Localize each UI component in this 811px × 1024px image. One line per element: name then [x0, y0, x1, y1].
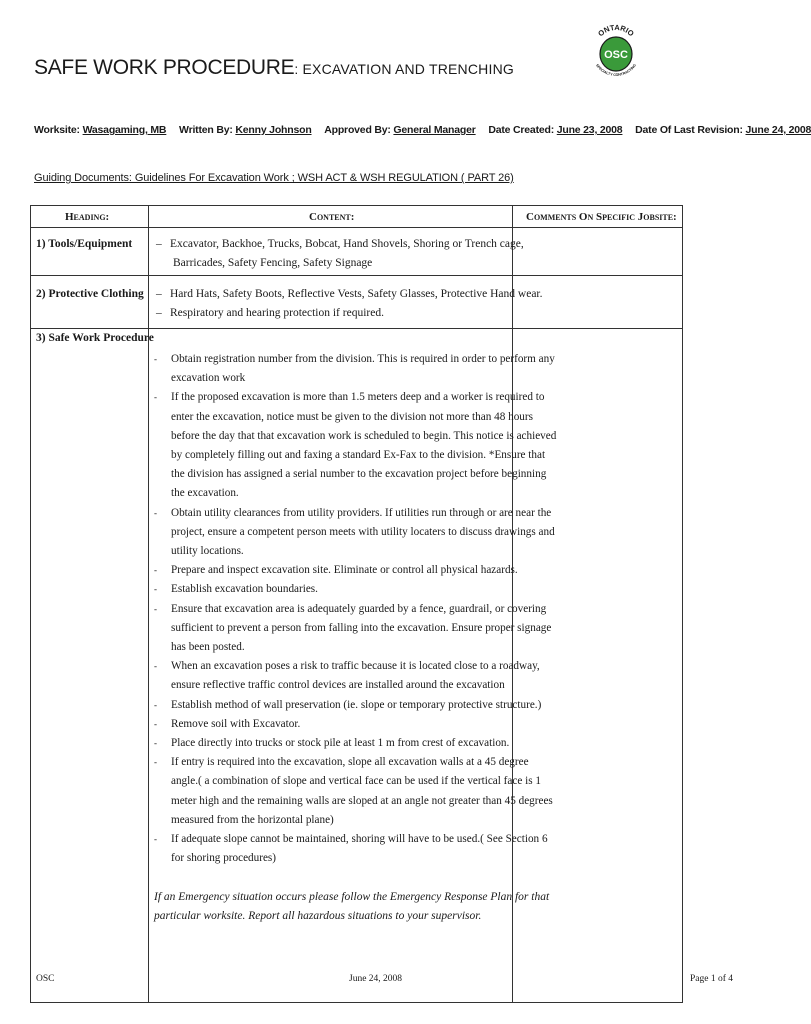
guiding-documents-text: Guiding Documents: Guidelines For Excavation Work ; WSH ACT & WSH REGULATION ( PART 26) [34, 172, 514, 184]
procedure-step-line: the excavation. [171, 487, 239, 500]
column-divider [148, 206, 149, 1002]
logo-top-text: ONTARIO [596, 22, 636, 39]
dash-bullet: – [156, 288, 162, 300]
procedure-step [154, 696, 542, 715]
procedure-step-line: Place directly into trucks or stock pile at least 1 m from crest of excavation. [171, 737, 510, 750]
dash-bullet: - [154, 834, 157, 845]
procedure-step-line: measured from the horizontal plane) [171, 813, 334, 826]
procedure-step-line: has been posted. [171, 641, 245, 654]
procedure-step-line: Establish method of wall preservation (ie. slope or temporary protective structure.) [171, 698, 542, 711]
dash-bullet: – [156, 238, 162, 250]
dash-bullet: - [154, 718, 157, 729]
procedure-step-line: utility locations. [171, 545, 244, 558]
row-divider [31, 275, 682, 276]
footer-page: Page 1 of 4 [690, 974, 734, 984]
worksite-value: Wasagaming, MB [82, 124, 167, 136]
procedure-step-line: If entry is required into the excavation, slope all excavation walls at a 45 degree [171, 756, 529, 769]
emergency-note [154, 888, 549, 926]
procedure-step-line: Prepare and inspect excavation site. Eliminate or control all physical hazards. [171, 564, 518, 577]
row-divider [31, 328, 682, 329]
approved-by-label: Approved By: [324, 124, 391, 136]
row-label-tools: 1) Tools/Equipment [36, 238, 133, 250]
dash-bullet: - [154, 757, 157, 768]
procedure-step-line: Obtain utility clearances from utility providers. If utilities run through or are near the [171, 506, 552, 519]
tools-item [156, 235, 524, 273]
procedure-step [154, 715, 516, 734]
footer-date: June 24, 2008 [349, 974, 403, 984]
document-title [34, 56, 514, 80]
date-revised-label: Date Of Last Revision: [635, 124, 743, 136]
procedure-step-line: Establish excavation boundaries. [171, 583, 318, 596]
procedure-step [154, 580, 516, 599]
procedure-step-line: enter the excavation, notice must be given to the division not more than 48 hours [171, 410, 533, 423]
procedure-step-line: project, ensure a competent person meets with utility locaters to discuss drawings and [171, 525, 555, 538]
procedure-table [30, 205, 734, 1003]
svg-text:ONTARIO [596, 23, 636, 38]
procedure-list [154, 350, 557, 868]
procedure-step-line: ensure reflective traffic control devices are installed around the excavation [171, 679, 505, 692]
procedure-step-line: by completely filling out and faxing a standard Ex-Fax to the division. *Ensure that [171, 449, 546, 462]
content-column-header: Content: [309, 211, 355, 223]
dash-bullet: - [154, 354, 157, 364]
procedure-step [154, 600, 552, 658]
dash-bullet: - [154, 603, 157, 614]
procedure-step [154, 504, 555, 562]
dash-bullet: - [154, 661, 157, 672]
approved-by-value: General Manager [393, 124, 476, 136]
procedure-step [154, 388, 557, 503]
row-divider [31, 227, 682, 228]
comments-column-header: Comments On Specific Jobsite: [526, 211, 677, 223]
procedure-step-line: angle.( a combination of slope and vertical face can be used if the vertical face is 1 [171, 775, 541, 788]
procedure-step-line: If the proposed excavation is more than 1.5 meters deep and a worker is required to [171, 391, 545, 404]
procedure-step-line: When an excavation poses a risk to traffic because it is located close to a roadway, [171, 660, 540, 673]
procedure-step-line: for shoring procedures) [171, 852, 277, 865]
procedure-step [154, 657, 540, 695]
osc-logo [588, 20, 644, 82]
heading-column-header: Heading: [65, 211, 110, 223]
clothing-item [156, 285, 543, 304]
procedure-step-line: Remove soil with Excavator. [171, 717, 301, 730]
procedure-step [154, 734, 516, 753]
clothing-line-2: Respiratory and hearing protection if required. [170, 307, 384, 319]
dash-bullet: - [154, 392, 157, 403]
procedure-step [154, 350, 555, 388]
title-subtitle: : EXCAVATION AND TRENCHING [294, 61, 514, 77]
dash-bullet: - [154, 565, 157, 576]
procedure-step-line: sufficient to prevent a person from falling into the excavation. Ensure proper signage [171, 621, 552, 634]
procedure-step [154, 830, 548, 868]
dash-bullet: - [154, 699, 157, 710]
emergency-line-1: If an Emergency situation occurs please follow the Emergency Response Plan for that [154, 891, 550, 903]
worksite-label: Worksite: [34, 124, 80, 136]
procedure-step [154, 753, 553, 830]
written-by-value: Kenny Johnson [235, 124, 312, 136]
clothing-line-1: Hard Hats, Safety Boots, Reflective Vests, Safety Glasses, Protective Hand wear. [170, 288, 543, 300]
row-label-clothing: 2) Protective Clothing [36, 288, 144, 300]
procedure-step-line: Ensure that excavation area is adequately guarded by a fence, guardrail, or covering [171, 602, 547, 615]
clothing-item [156, 304, 384, 323]
dash-bullet: – [156, 307, 162, 319]
procedure-step-line: the division has assigned a serial number to the excavation project before beginning [171, 468, 547, 481]
procedure-step-line: before the day that that excavation work is scheduled to begin. This notice is achieved [171, 429, 557, 442]
tools-line-1: Excavator, Backhoe, Trucks, Bobcat, Hand Shovels, Shoring or Trench cage, [170, 238, 524, 250]
guiding-documents [34, 172, 514, 184]
logo-center-text: OSC [604, 49, 628, 61]
logo-bottom-text: SPECIALTY CONTRACTING [594, 63, 638, 78]
title-main: SAFE WORK PROCEDURE [34, 56, 295, 79]
meta-line [34, 124, 811, 136]
procedure-step-line: If adequate slope cannot be maintained, shoring will have to be used.( See Section 6 [171, 833, 548, 846]
procedure-step-line: meter high and the remaining walls are sloped at an angle not greater than 45 degrees [171, 794, 553, 807]
dash-bullet: - [154, 738, 157, 749]
procedure-step-line: Obtain registration number from the division. This is required in order to perform any [171, 353, 555, 365]
footer-left: OSC [36, 974, 55, 984]
date-revised-value: June 24, 2008 [745, 124, 811, 136]
tools-line-2: Barricades, Safety Fencing, Safety Signage [173, 257, 373, 269]
date-created-value: June 23, 2008 [556, 124, 623, 136]
dash-bullet: - [154, 584, 157, 595]
dash-bullet: - [154, 507, 157, 518]
row-label-procedure: 3) Safe Work Procedure [36, 332, 154, 344]
date-created-label: Date Created: [488, 124, 555, 136]
emergency-line-2: particular worksite. Report all hazardous situations to your supervisor. [154, 910, 482, 922]
procedure-step-line: excavation work [171, 372, 246, 385]
written-by-label: Written By: [179, 124, 233, 136]
procedure-step [154, 561, 518, 580]
